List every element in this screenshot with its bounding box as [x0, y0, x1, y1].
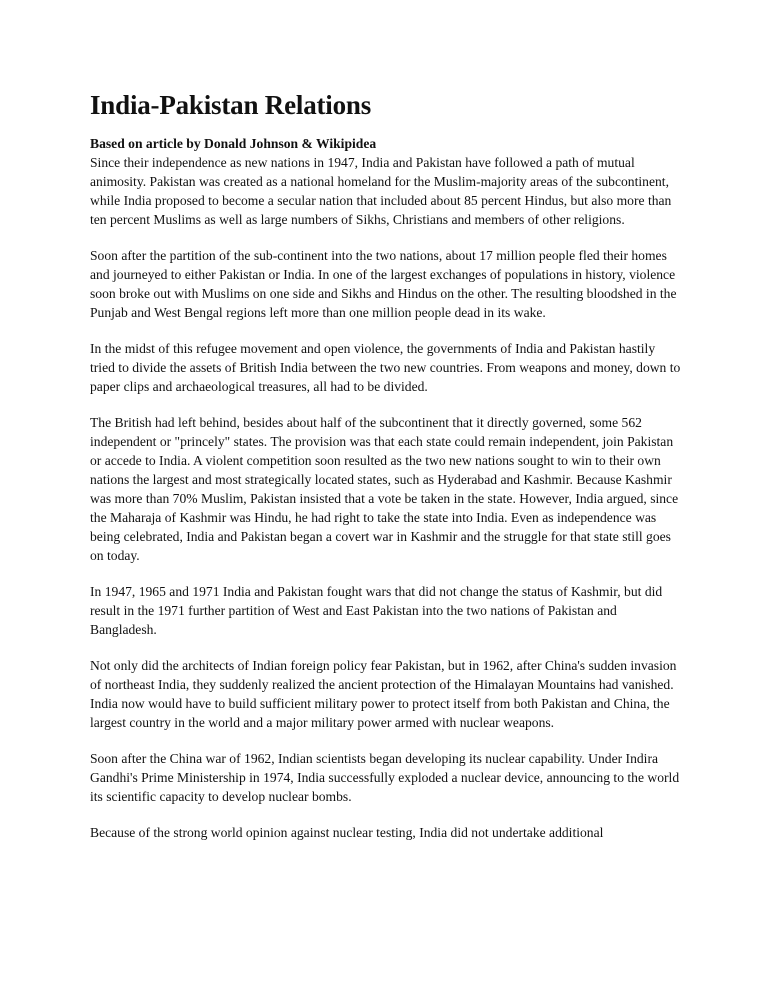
paragraph-5: In 1947, 1965 and 1971 India and Pakistan fought wars that did not change the status of Kashmir, but did result in the 1971 further partition of West and East Pakistan into the two nations of Pakistan and Bangladesh.	[90, 584, 663, 637]
paragraph-2: Soon after the partition of the sub-continent into the two nations, about 17 million people fled their homes and journeyed to either Pakistan or India. In one of the largest exchanges of populations in history, violence soon broke out with Muslims on one side and Sikhs and Hindus on the other. The resulting bloodshed in the Punjab and West Bengal regions left more than one million people dead in its wake.	[90, 248, 677, 320]
paragraph-8: Because of the strong world opinion against nuclear testing, India did not undertake additional	[90, 825, 604, 840]
paragraph-6: Not only did the architects of Indian foreign policy fear Pakistan, but in 1962, after China's sudden invasion of northeast India, they suddenly realized the ancient protection of the Himalayan Mountains had vanished. India now would have to build sufficient military power to protect itself from both Pakistan and China, the largest country in the world and a major military power armed with nuclear weapons.	[90, 658, 677, 730]
byline: Based on article by Donald Johnson & Wikipidea	[90, 136, 377, 151]
paragraph-1: Since their independence as new nations in 1947, India and Pakistan have followed a path of mutual animosity. Pakistan was created as a national homeland for the Muslim-majority areas of the subcontinent, while India proposed to become a secular nation that included about 85 percent Hindus, but also more than ten percent Muslims as well as large numbers of Sikhs, Christians and members of other religions.	[90, 155, 672, 227]
document-page	[90, 88, 682, 859]
paragraph-3: In the midst of this refugee movement and open violence, the governments of India and Pakistan hastily tried to divide the assets of British India between the two new countries. From weapons and money, down to paper clips and archaeological treasures, all had to be divided.	[90, 341, 681, 394]
paragraph-7: Soon after the China war of 1962, Indian scientists began developing its nuclear capability. Under Indira Gandhi's Prime Ministership in 1974, India successfully exploded a nuclear device, announcing to the world its scientific capacity to develop nuclear bombs.	[90, 751, 680, 804]
paragraph-4: The British had left behind, besides about half of the subcontinent that it directly governed, some 562 independent or "princely" states. The provision was that each state could remain independent, join Pakistan or accede to India. A violent competition soon resulted as the two new nations sought to win to their own nations the largest and most strategically located states, such as Hyderabad and Kashmir. Because Kashmir was more than 70% Muslim, Pakistan insisted that a vote be taken in the state. However, India argued, since the Maharaja of Kashmir was Hindu, he had right to take the state into India. Even as independence was being celebrated, India and Pakistan began a covert war in Kashmir and the struggle for that state still goes on today.	[90, 415, 679, 563]
page-title: India-Pakistan Relations	[90, 90, 372, 120]
